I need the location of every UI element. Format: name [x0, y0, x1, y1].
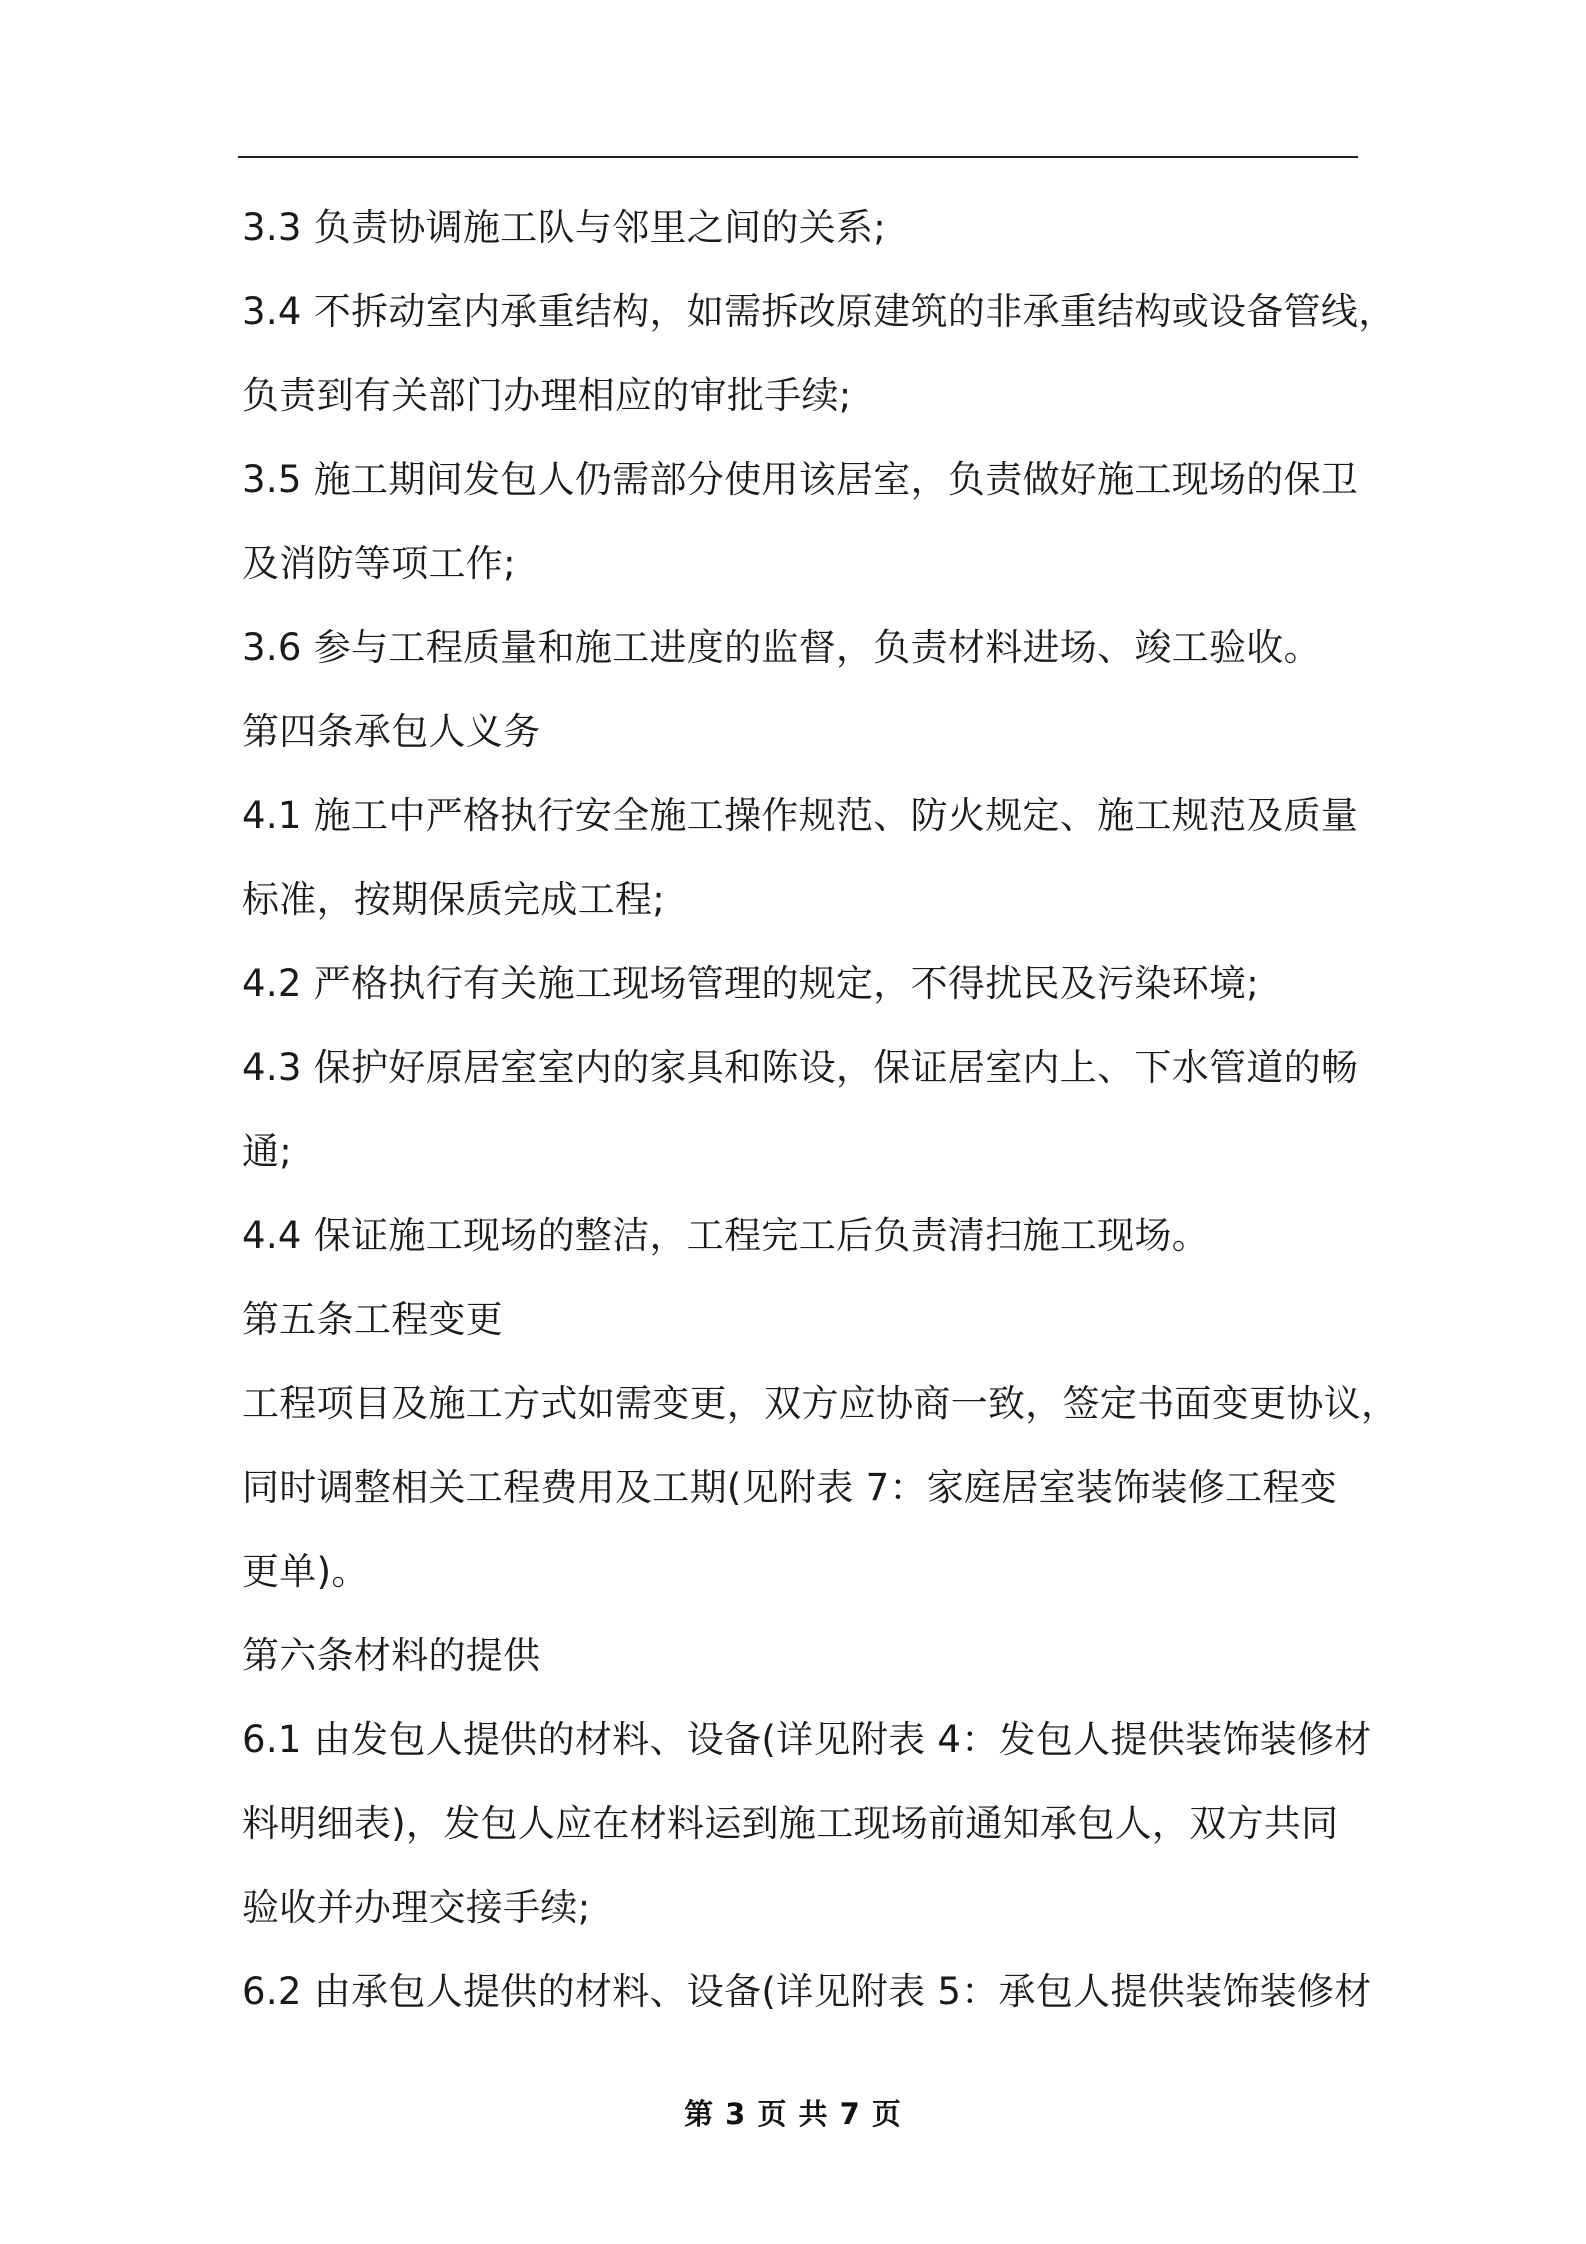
section-heading: 第五条工程变更: [242, 1298, 504, 1341]
text-line: 3.3 负责协调施工队与邻里之间的关系;: [242, 206, 887, 249]
page-number-footer: 第 3 页 共 7 页: [684, 2097, 902, 2131]
text-line: 料明细表)，发包人应在材料运到施工现场前通知承包人，双方共同: [242, 1802, 1339, 1845]
text-line: 通;: [242, 1130, 293, 1173]
text-line: 及消防等项工作;: [242, 542, 516, 585]
text-line: 标准，按期保质完成工程;: [242, 878, 666, 921]
text-line: 3.4 不拆动室内承重结构，如需拆改原建筑的非承重结构或设备管线，: [242, 290, 1396, 333]
section-heading: 第六条材料的提供: [242, 1634, 541, 1677]
text-line: 更单)。: [242, 1550, 369, 1593]
header-rule: [238, 156, 1358, 158]
text-line: 6.2 由承包人提供的材料、设备(详见附表 5：承包人提供装饰装修材: [242, 1970, 1372, 2013]
text-line: 同时调整相关工程费用及工期(见附表 7：家庭居室装饰装修工程变: [242, 1466, 1338, 1509]
document-body: [242, 186, 1399, 2034]
text-line: 工程项目及施工方式如需变更，双方应协商一致，签定书面变更协议，: [242, 1382, 1399, 1425]
text-line: 4.3 保护好原居室室内的家具和陈设，保证居室内上、下水管道的畅: [242, 1046, 1359, 1089]
text-line: 6.1 由发包人提供的材料、设备(详见附表 4：发包人提供装饰装修材: [242, 1718, 1372, 1761]
text-line: 验收并办理交接手续;: [242, 1886, 591, 1929]
text-line: 4.1 施工中严格执行安全施工操作规范、防火规定、施工规范及质量: [242, 794, 1359, 837]
text-line: 4.4 保证施工现场的整洁，工程完工后负责清扫施工现场。: [242, 1214, 1210, 1257]
text-line: 3.6 参与工程质量和施工进度的监督，负责材料进场、竣工验收。: [242, 626, 1321, 669]
text-line: 3.5 施工期间发包人仍需部分使用该居室，负责做好施工现场的保卫: [242, 458, 1359, 501]
section-heading: 第四条承包人义务: [242, 710, 541, 753]
text-line: 4.2 严格执行有关施工现场管理的规定，不得扰民及污染环境;: [242, 962, 1260, 1005]
text-line: 负责到有关部门办理相应的审批手续;: [242, 374, 852, 417]
